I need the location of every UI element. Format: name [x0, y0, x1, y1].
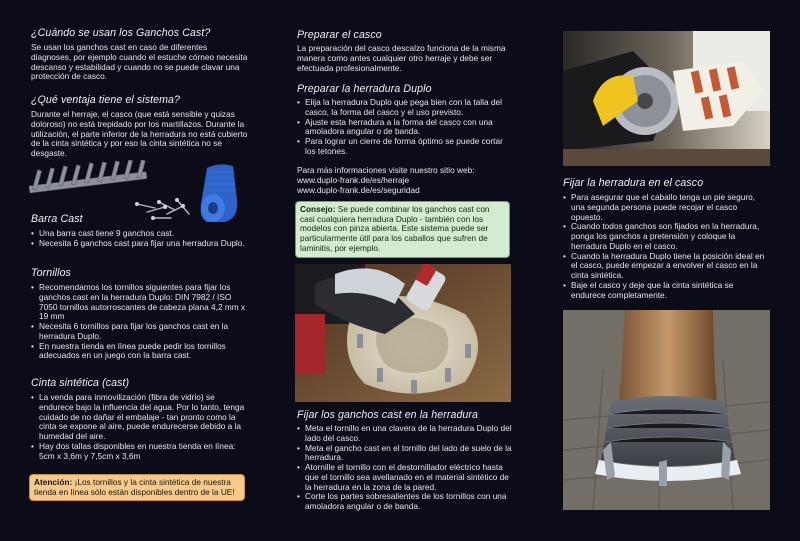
photo-screwing-hooks: [295, 264, 511, 402]
list-item: • Cuando la herradura Duplo tiene la posición ideal en el casco, puede empezar a envolver el casco en la cinta sintética.: [563, 252, 770, 281]
warning-text: ¡Los tornillos y la cinta sintética de nuestra tienda en línea sólo están disponibles dentro de la UE!: [34, 477, 235, 497]
text-prepare-hoof: La preparación del casco descalzo funciona de la misma manera como antes cualquier otro herraje y debe ser efectuada profesionalmente.: [297, 43, 506, 73]
list-item: • Baje el casco y deje que la cinta sintética se endurece completamente.: [563, 281, 770, 301]
text-more-info: Para más informaciones visite nuestro sitio web:: [297, 165, 475, 175]
list-item: • Necesita 6 tornillos para fijar los ganchos cast en la herradura Duplo.: [31, 322, 248, 342]
heading-prepare-hoof: Preparar el casco: [297, 29, 382, 41]
list-prepare-shoe: [297, 98, 514, 157]
list-item: • Corte los partes sobresalientes de los tornillos con una amoladora angular o de banda.: [297, 492, 514, 512]
list-item: • Elija la herradura Duplo que pega bien con la talla del casco, la forma del casco y el uso previsto.: [297, 98, 514, 118]
heading-advantage: ¿Qué ventaja tiene el sistema?: [31, 94, 181, 106]
list-item: • Meta el tornillo en una clavera de la herradura Duplo del lado del casco.: [297, 424, 514, 444]
list-fix-shoe: [563, 193, 770, 301]
list-synthetic-tape: [31, 393, 248, 461]
heading-prepare-shoe: Preparar la herradura Duplo: [297, 83, 432, 95]
tip-text: Se puede combinar los ganchos cast con casi cualquiera herradura Duplo - también con los modelos con pinza abierta. Este sistema puede ser particularmente útil para los caballos que sufren de laminitis, por ejemplo.: [300, 204, 490, 253]
tip-box: [295, 201, 510, 258]
list-item: • Una barra cast tiene 9 ganchos cast.: [31, 229, 248, 239]
photo-hoof-with-shoe: [563, 310, 770, 510]
link-herraje[interactable]: www.duplo-frank.de/es/herraje: [297, 175, 410, 185]
text-advantage: Durante el herraje, el casco (que está sensible y quizas doloroso) no está trepidado por los martillazos. Durante la utilización, el parte inferior de la herradura no está cubierto de la cinta sintética y por eso la cinta sintética no se desgaste.: [31, 109, 248, 159]
photo-screwing-hooks-illustration: [295, 264, 511, 402]
list-item: • Ajuste esta herradura a la forma del casco con una amoladora angular o de banda.: [297, 118, 514, 138]
warning-label: Atención:: [34, 477, 73, 487]
link-seguridad[interactable]: www.duplo-frank.de/es/seguridad: [297, 185, 420, 195]
list-fix-hooks: [297, 424, 514, 512]
text-when-used: Se usan los ganchos cast en caso de diferentes diagnoses, por ejemplo cuando el estuche córneo necesita descanso y estabilidad y cuando no se puede clavar una protección de casco.: [31, 42, 248, 82]
heading-fix-hooks: Fijar los ganchos cast en la herradura: [297, 409, 479, 421]
warning-box: [29, 474, 245, 501]
heading-fix-shoe: Fijar la herradura en el casco: [563, 177, 704, 189]
list-item: • Cuando todos ganchos son fijados en la herradura, ponga los ganchos a pretensión y coloque la herradura Duplo en el casco.: [563, 222, 770, 251]
list-item: • Recomendamos los tornillos siguientes para fijar los ganchos cast en la herradura Duplo: DIN 7982 / ISO 7050 tornillos autorroscantes de cabeza plana 4,2 mm x 19 mm: [31, 283, 248, 322]
list-item: • Meta el gancho cast en el tornillo del lado de suelo de la herradura.: [297, 444, 514, 464]
tip-label: Consejo:: [300, 204, 336, 214]
photo-hoof-illustration: [563, 310, 770, 510]
list-item: • Atornille el tornillo con el destornillador eléctrico hasta que el tornillo sea avellanado en el material sintético de la herradura en la zona de la pared.: [297, 463, 514, 492]
heading-screws: Tornillos: [31, 267, 71, 279]
list-item: • Necesita 6 ganchos cast para fijar una herradura Duplo.: [31, 239, 248, 249]
list-item: • En nuestra tienda en línea puede pedir los tornillos adecuados en un juego con la barra cast.: [31, 342, 248, 362]
list-item: • La venda para inmovilización (fibra de vidrio) se endurece bajo la influencia del agua. Por lo tanto, tenga cuidado de no dañar el embalaje - tan pronto como la cinta se expone al aire, puede endurecerse debido a la humedad del aire.: [31, 393, 248, 442]
heading-cast-bar: Barra Cast: [31, 213, 83, 225]
list-item: • Para lograr un cierre de forma óptimo se puede cortar los tetones.: [297, 137, 514, 157]
heading-synthetic-tape: Cinta sintética (cast): [31, 377, 130, 389]
photo-grinding: [563, 31, 770, 166]
list-cast-bar: [31, 229, 248, 249]
list-item: • Hay dos tallas disponibles en nuestra tienda en línea: 5cm x 3,6m y 7,5cm x 3,6m: [31, 442, 248, 462]
list-item: • Para asegurar que el caballo tenga un pie seguro, una segunda persona puede recojar el casco opuesto.: [563, 193, 770, 222]
list-screws: [31, 283, 248, 361]
heading-when-used: ¿Cuándo se usan los Ganchos Cast?: [31, 27, 211, 39]
photo-grinding-illustration: [563, 31, 770, 166]
